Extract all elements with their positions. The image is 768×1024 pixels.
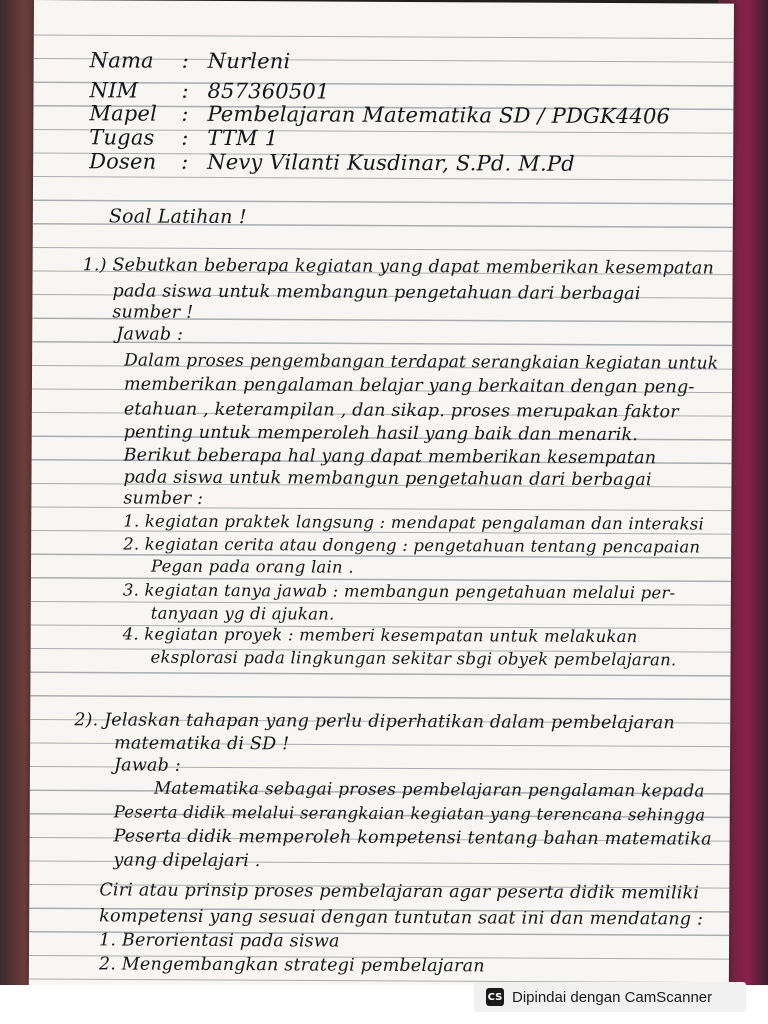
mapel-value: Pembelajaran Matematika SD / PDGK4406 bbox=[207, 101, 671, 129]
camscanner-text: Dipindai dengan CamScanner bbox=[512, 988, 713, 1006]
q2-line-2: matematika di SD ! bbox=[114, 733, 290, 755]
header-row-nim bbox=[89, 78, 330, 104]
dosen-colon: : bbox=[181, 149, 189, 174]
q2-answer-line-2: Peserta didik melalui serangkaian kegiatan yang terencana sehingga bbox=[113, 802, 706, 825]
q1-answer-line-2: memberikan pengalaman belajar yang berkaitan dengan peng- bbox=[123, 374, 695, 398]
q1-answer-line-3: etahuan , keterampilan , dan sikap. proses merupakan faktor bbox=[123, 399, 679, 423]
q1-item-3: 3. kegiatan tanya jawab : membangun pengetahuan melalui per- bbox=[122, 580, 676, 603]
header-row-nama bbox=[89, 48, 291, 74]
q1-answer-line-1: Dalam proses pengembangan terdapat serangkaian kegiatan untuk bbox=[124, 350, 719, 374]
q2-answer-line-6: kompetensi yang sesuai dengan tuntutan saat ini dan mendatang : bbox=[99, 906, 704, 930]
q2-answer-line-5: Ciri atau prinsip proses pembelajaran agar peserta didik memiliki bbox=[99, 880, 700, 904]
tugas-label: Tugas bbox=[89, 125, 155, 150]
q2-answer-line-8: 2. Mengembangkan strategi pembelajaran bbox=[98, 954, 485, 977]
tugas-colon: : bbox=[181, 125, 189, 150]
camscanner-logo-icon: CS bbox=[486, 988, 504, 1006]
q2-line-1: 2). Jelaskan tahapan yang perlu diperhatikan dalam pembelajaran bbox=[74, 710, 675, 734]
q1-answer-line-6: pada siswa untuk membangun pengetahuan dari berbagai bbox=[123, 467, 652, 491]
q2-answer-line-4: yang dipelajari . bbox=[113, 850, 261, 872]
q1-line-1: 1.) Sebutkan beberapa kegiatan yang dapat memberikan kesempatan bbox=[82, 255, 715, 279]
tugas-value: TTM 1 bbox=[207, 125, 279, 151]
camscanner-watermark bbox=[474, 982, 746, 1012]
header-row-tugas bbox=[89, 125, 279, 151]
q1-item-1: 1. kegiatan praktek langsung : mendapat pengalaman dan interaksi bbox=[123, 511, 705, 534]
q2-answer-line-7: 1. Berorientasi pada siswa bbox=[99, 930, 340, 952]
q1-answer-line-5: Berikut beberapa hal yang dapat memberikan kesempatan bbox=[123, 445, 657, 469]
q2-answer-line-3: Peserta didik memperoleh kompetensi tentang bahan matematika bbox=[113, 826, 712, 850]
q1-item-4-cont: eksplorasi pada lingkungan sekitar sbgi obyek pembelajaran. bbox=[150, 647, 677, 670]
dosen-label: Dosen bbox=[89, 149, 157, 174]
mapel-colon: : bbox=[181, 101, 189, 126]
nama-colon: : bbox=[181, 48, 190, 73]
q1-line-2: pada siswa untuk membangun pengetahuan dari berbagai bbox=[112, 281, 641, 305]
lined-paper-sheet bbox=[29, 0, 734, 989]
nim-colon: : bbox=[181, 78, 189, 103]
nama-label: Nama bbox=[89, 48, 154, 73]
nama-value: Nurleni bbox=[207, 48, 291, 74]
section-title: Soal Latihan ! bbox=[108, 205, 247, 229]
dosen-value: Nevy Vilanti Kusdinar, S.Pd. M.Pd bbox=[207, 149, 575, 176]
header-row-mapel bbox=[89, 101, 671, 129]
q1-item-2-cont: Pegan pada orang lain . bbox=[150, 556, 354, 577]
mapel-label: Mapel bbox=[89, 101, 158, 126]
q1-item-3-cont: tanyaan yg di ajukan. bbox=[150, 603, 335, 624]
q1-answer-line-4: penting untuk memperoleh hasil yang baik dan menarik. bbox=[123, 422, 639, 446]
header-row-dosen bbox=[89, 151, 575, 174]
nim-value: 857360501 bbox=[207, 78, 330, 104]
q1-answer-label: Jawab : bbox=[116, 324, 184, 345]
nim-label: NIM bbox=[89, 78, 139, 103]
q1-item-4: 4. kegiatan proyek : memberi kesempatan untuk melakukan bbox=[122, 624, 638, 647]
q1-line-3: sumber ! bbox=[112, 302, 194, 323]
q2-answer-label: Jawab : bbox=[113, 755, 181, 776]
q2-answer-line-1: Matematika sebagai proses pembelajaran pengalaman kepada bbox=[153, 778, 705, 802]
q1-item-2: 2. kegiatan cerita atau dongeng : pengetahuan tentang pencapaian bbox=[123, 534, 701, 557]
q1-answer-line-7: sumber : bbox=[123, 488, 204, 509]
